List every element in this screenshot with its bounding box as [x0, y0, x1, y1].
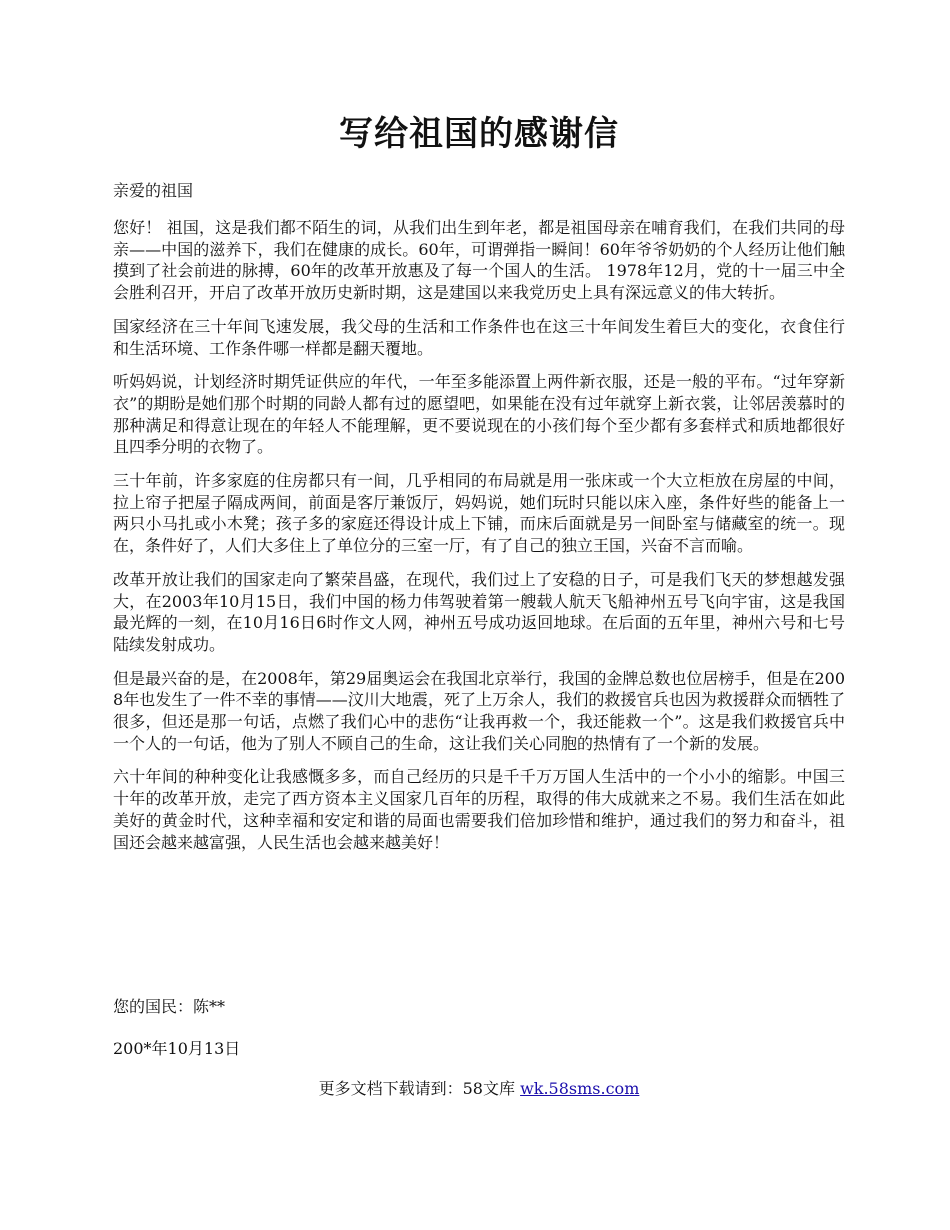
document-title: 写给祖国的感谢信: [339, 114, 619, 154]
paragraph: 但是最兴奋的是，在2008年，第29届奥运会在我国北京举行，我国的金牌总数也位居榜手，但是在2008年也发生了一件不幸的事情——汶川大地震，死了上万余人，我们的救援官兵也因为救援群众而牺牲了很多，但还是那一句话，点燃了我们心中的悲伤“让我再救一个，我还能救一个”。这是我们救援官兵中一个人的一句话，他为了别人不顾自己的生命，这让我们关心同胞的热情有了一个新的发展。: [113, 668, 845, 753]
paragraph: 三十年前，许多家庭的住房都只有一间，几乎相同的布局就是用一张床或一个大立柜放在房屋的中间，拉上帘子把屋子隔成两间，前面是客厅兼饭厅，妈妈说，她们玩时只能以床入座，条件好些的能备上一两只小马扎或小木凳；孩子多的家庭还得设计成上下铺，而床后面就是另一间卧室与储藏室的统一。现在，条件好了，人们大多住上了单位分的三室一厅，有了自己的独立王国，兴奋不言而喻。: [113, 471, 845, 556]
salutation: 亲爱的祖国: [113, 181, 194, 200]
paragraph: 六十年间的种种变化让我感慨多多，而自己经历的只是千千万万国人生活中的一个小小的缩影。中国三十年的改革开放，走完了西方资本主义国家几百年的历程，取得的伟大成就来之不易。我们生活在如此美好的黄金时代，这种幸福和安定和谐的局面也需要我们倍加珍惜和维护，通过我们的努力和奋斗，祖国还会越来越富强，人民生活也会越来越美好！: [113, 767, 845, 852]
paragraph: 您好！ 祖国，这是我们都不陌生的词，从我们出生到年老，都是祖国母亲在哺育我们，在我们共同的母亲——中国的滋养下，我们在健康的成长。60年，可谓弹指一瞬间！60年爷爷奶奶的个人经历让他们触摸到了社会前进的脉搏，60年的改革开放惠及了每一个国人的生活。 1978年12月，党的十一届三中全会胜利召开，开启了改革开放历史新时期，这是建国以来我党历史上具有深远意义的伟大转折。: [113, 218, 845, 303]
letter-body: [113, 217, 845, 865]
paragraph: 听妈妈说，计划经济时期凭证供应的年代，一年至多能添置上两件新衣服，还是一般的平布。“过年穿新衣”的期盼是她们那个时期的同龄人都有过的愿望吧，如果能在没有过年就穿上新衣裳，让邻居羡慕时的那种满足和得意让现在的年轻人不能理解，更不要说现在的小孩们每个至少都有多套样式和质地都很好且四季分明的衣物了。: [113, 372, 845, 457]
footer: [113, 1078, 845, 1100]
paragraph: 改革开放让我们的国家走向了繁荣昌盛，在现代，我们过上了安稳的日子，可是我们飞天的梦想越发强大，在2003年10月15日，我们中国的杨力伟驾驶着第一艘载人航天飞船神州五号飞向宇宙，这是我国最光辉的一刻，在10月16日6时作文人网，神州五号成功返回地球。在后面的五年里，神州六号和七号陆续发射成功。: [113, 569, 845, 654]
paragraph: 国家经济在三十年间飞速发展，我父母的生活和工作条件也在这三十年间发生着巨大的变化，衣食住行和生活环境、工作条件哪一样都是翻天覆地。: [113, 316, 845, 358]
signature: 您的国民：陈**: [113, 997, 226, 1016]
footer-link[interactable]: wk.58sms.com: [520, 1079, 640, 1098]
footer-prefix: 更多文档下载请到：58文库: [318, 1079, 521, 1098]
letter-date: 200*年10月13日: [113, 1039, 241, 1058]
